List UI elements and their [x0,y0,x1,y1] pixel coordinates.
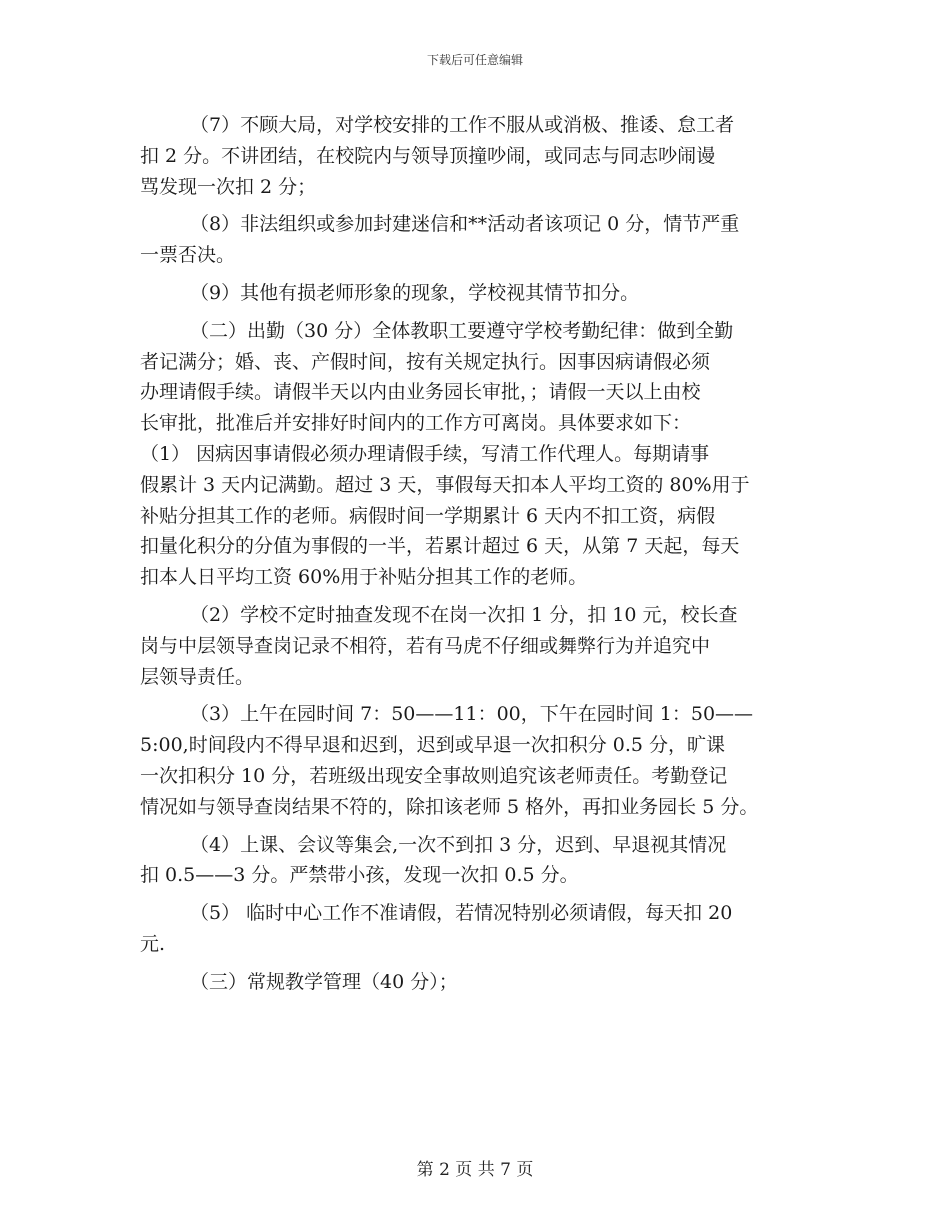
paragraph-line: 假累计 3 天内记满勤。超过 3 天，事假每天扣本人平均工资的 80%用于 [140,473,750,496]
paragraph-line: （9）其他有损老师形象的现象，学校视其情节扣分。 [190,281,640,304]
page-footer: 第 2 页 共 7 页 [416,1160,534,1180]
paragraph-line: 扣 2 分。不讲团结，在校院内与领导顶撞吵闹，或同志与同志吵闹谩 [140,144,716,167]
page-header: 下载后可任意编辑 [426,53,523,67]
paragraph-line: （4）上课、会议等集会,一次不到扣 3 分，迟到、早退视其情况 [190,833,727,856]
paragraph-line: （2）学校不定时抽查发现不在岗一次扣 1 分，扣 10 元，校长查 [190,603,738,626]
document-body [140,110,830,998]
paragraph-line: 一次扣积分 10 分，若班级出现安全事故则追究该老师责任。考勤登记 [140,764,728,787]
paragraph-line: （5） 临时中心工作不准请假，若情况特别必须请假，每天扣 20 [190,902,733,925]
paragraph-line: 扣量化积分的分值为事假的一半，若累计超过 6 天，从第 7 天起，每天 [140,535,740,558]
paragraph-line: （二）出勤（30 分）全体教职工要遵守学校考勤纪律：做到全勤 [190,319,734,342]
paragraph-line: 者记满分；婚、丧、产假时间，按有关规定执行。因事因病请假必须 [140,350,711,373]
paragraph-line: （8）非法组织或参加封建迷信和**活动者该项记 0 分，情节严重 [190,213,740,236]
paragraph-line: 层领导责任。 [140,665,255,688]
paragraph-line: 长审批，批准后并安排好时间内的工作方可离岗。具体要求如下： [140,412,692,435]
paragraph-line: （3）上午在园时间 7：50——11：00，下午在园时间 1：50—— [190,703,754,726]
paragraph-line: 5:00,时间段内不得早退和迟到，迟到或早退一次扣积分 0.5 分，旷课 [140,734,726,757]
paragraph-line: 办理请假手续。请假半天以内由业务园长审批，；请假一天以上由校 [140,381,701,404]
paragraph-line: 扣 0.5——3 分。严禁带小孩，发现一次扣 0.5 分。 [140,864,579,887]
paragraph-line: （7）不顾大局，对学校安排的工作不服从或消极、推诿、怠工者 [190,114,735,136]
paragraph-line: 补贴分担其工作的老师。病假时间一学期累计 6 天内不扣工资，病假 [140,504,716,527]
paragraph-line: 骂发现一次扣 2 分； [140,175,317,198]
paragraph-line: 一票否决。 [140,244,236,267]
paragraph-line: （三）常规教学管理（40 分）； [190,970,458,993]
paragraph-line: 元. [140,932,166,955]
paragraph-line: 扣本人日平均工资 60%用于补贴分担其工作的老师。 [140,566,588,589]
paragraph-line: 情况如与领导查岗结果不符的，除扣该老师 5 格外，再扣业务园长 5 分。 [140,795,759,818]
paragraph-line: （1） 因病因事请假必须办理请假手续，写清工作代理人。每期请事 [140,442,710,465]
paragraph-line: 岗与中层领导查岗记录不相符，若有马虎不仔细或舞弊行为并追究中 [140,634,711,657]
